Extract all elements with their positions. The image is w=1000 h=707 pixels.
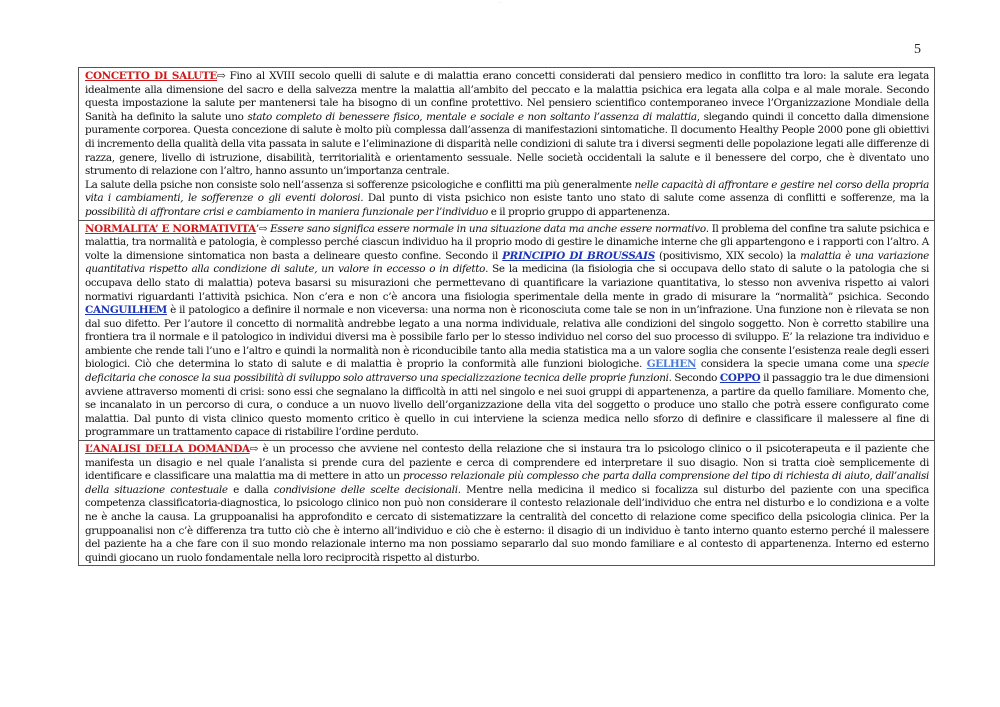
section-1-paragraph-2 — [85, 179, 929, 220]
text-run: è il patologico a definire il normale e non viceversa: una norma non è riconosciuta come tale se non in un’infrazione. Una funzione non è rilevata se non dal suo difetto. Per l’autore il concetto di normalità andrebbe legato a una norma individuale, relativa alle condizioni del singolo soggetto. Non è corretto stabilire una frontiera tra il normale e il patologico in individui diversi ma è possibile farlo per lo stesso individuo nel corso del suo processo di sviluppo. E’ la relazione tra individuo e ambiente che rende tali l’uno e l’altro e quindi la normalità non è riconducibile tanto alla media statistica ma a un valore soglia che consente l’esistenza reale degli esseri biologici. Ciò che determina lo stato di salute e di malattia è proprio la conformità alle funzioni biologiche. — [85, 304, 929, 371]
page-number: 5 — [914, 42, 921, 57]
arrow-icon: ⇨ — [258, 222, 268, 235]
section-analisi-della-domanda — [79, 440, 934, 565]
text-run: . Se la medicina (la fisiologia che si occupava dello stato di salute o la patologia che si occupava dello stato di malattia) poteva basarsi su misurazioni che permettevano di quantificare la variazione quantitativa, lo stesso non avveniva rispetto ai valori normativi riguardanti l’attività psichica. Non c’era e non c’è ancora una fisiologia sperimentale della mente in grado di misurare la “normalità” psichica. Secondo — [85, 263, 930, 303]
link-gelhen[interactable]: GELHEN — [646, 358, 697, 371]
text-run: e dalla — [227, 483, 274, 496]
text-run: considera la specie umana come una — [696, 358, 898, 371]
italic-run: dall’analisi della situazione contestuale — [85, 470, 929, 496]
text-run: Fino al XVIII secolo quelli di salute e di malattia erano concetti considerati dal pensiero medico in conflitto tra loro: la salute era legata idealmente alla dimensione del sacro e della salvezza mentre la malattia all’ambito del peccato e la malattia psichica era legata alla colpa e al male morale. Secondo questa impostazione la salute per mantenersi tale ha bisogno di un confine protettivo. Nel pensiero scientifico contemporaneo invece l’Organizzazione Mondiale della Sanità ha definito la salute uno — [85, 70, 929, 123]
title-suffix: ’ — [255, 222, 259, 235]
text-run: e il proprio gruppo di appartenenza. — [487, 205, 670, 218]
section-normalita-e-normativita — [79, 220, 934, 441]
text-run: . Il problema del confine tra salute psichica e malattia, tra normalità e patologia, è complesso perché ciascun individuo ha il proprio modo di gestire le dinamiche interne che gli appartengono e i rapporti con l’altro. A volte la dimensione sintomatica non basta a delineare questo confine. Secondo il — [85, 222, 929, 262]
text-run: , — [869, 470, 876, 483]
notes-table — [78, 67, 935, 566]
italic-run: possibilità di affrontare crisi e cambiamento in maniera funzionale per l’individuo — [85, 205, 488, 218]
text-run: . Mentre nella medicina il medico si focalizza sul disturbo del paziente con una specifica competenza classificatoria-diagnostica, lo psicologo clinico non può non considerare il contesto relazionale dell’individuo che entra nel disturbo e lo condiziona e a volte ne è anche la causa. La gruppoanalisi ha approfondito e cercato di sistematizzare la centralità del concetto di relazione come specifico della psicologia clinica. Per la gruppoanalisi non c’è differenza tra tutto ciò che è interno all’individuo e ciò che è esterno: il disagio di un individuo è tanto interno quanto esterno perché il malessere del paziente ha a che fare con il suo mondo relazionale interno ma non possiamo separarlo dal suo mondo familiare e al contesto di appartenenza. Interno ed esterno quindi giocano un ruolo fondamentale nella loro reciprocità rispetto al disturbo. — [85, 483, 930, 564]
section-1-title: CONCETTO DI SALUTE — [85, 70, 217, 82]
text-run: (positivismo, XIX secolo) la — [654, 249, 801, 262]
section-2-paragraph — [85, 223, 929, 441]
link-principio-di-broussais[interactable]: PRINCIPIO DI BROUSSAIS — [502, 249, 655, 262]
italic-run: Essere sano significa essere normale in una situazione data ma anche essere normativo — [267, 222, 706, 235]
section-2-title: NORMALITA’ E NORMATIVITA — [85, 222, 256, 235]
page-header-mark: ... — [498, 0, 502, 4]
section-3-paragraph — [85, 443, 929, 565]
italic-run: nelle capacità di affrontare e gestire nel corso della propria vita i cambiamenti, le sofferenze o gli eventi dolorosi — [85, 178, 929, 205]
section-3-title: L’ANALISI DELLA DOMANDA — [85, 443, 250, 456]
text-run: , slegando quindi il concetto dalla dimensione puramente corporea. Questa concezione di salute è molto più complessa dall’assenza di manifestazioni sintomatiche. Il documento Healthy People 2000 pone gli obiettivi di incremento della qualità della vita passata in salute e l’eliminazione di disparità nelle condizioni di salute tra i diversi segmenti delle popolazione legati alle differenze di razza, genere, livello di istruzione, disabilità, territorialità e orientamento sessuale. Nelle società occidentali la salute e il benessere del corpo, che è diventato uno strumento di relazione con l’altro, hanno assunto un’importanza centrale. — [85, 110, 929, 178]
arrow-icon: ⇨ — [217, 70, 226, 82]
link-canguilhem[interactable]: CANGUILHEM — [85, 304, 167, 317]
text-run: La salute della psiche non consiste solo nell’assenza si sofferenze psicologiche e conflitti ma più generalmente — [85, 178, 635, 191]
italic-run: specie deficitaria che conosce la sua possibilità di sviluppo solo attraverso una specializzazione tecnica delle proprie funzioni — [85, 358, 930, 385]
link-coppo[interactable]: COPPO — [719, 372, 761, 385]
text-run: il passaggio tra le due dimensioni avviene attraverso momenti di crisi: sono essi che segnalano la difficoltà in atti nel singolo e nei suoi gruppi di appartenenza, a partire da quello familiare. Momento che, se incanalato in un percorso di cura, o conduce a un nuovo livello dell’organizzazione della vita del soggetto o produce uno stallo che potrà essere configurato come malattia. Dal punto di vista clinico questo momento critico è quello in cui interviene la scienza medica nello sforzo di definire e classificare il malessere al fine di programmare un trattamento capace di ristabilire l’ordine perduto. — [85, 372, 929, 439]
text-run: . Dal punto di vista psichico non esiste tanto uno stato di salute come assenza di conflitti e sofferenze, ma la — [360, 192, 929, 205]
text-run: è un processo che avviene nel contesto della relazione che si instaura tra lo psicologo clinico o il psicoterapeuta e il paziente che manifesta un disagio e nel quale l’analista si prende cura del paziente e cerca di comprendere ed interpretare il suo disagio. Non si tratta cioè semplicemente di identificare e classificare una malattia ma di mettere in atto un — [85, 443, 929, 483]
italic-run: condivisione delle scelte decisionali — [273, 483, 458, 496]
italic-run: processo relazionale più complesso che parta dalla comprensione del tipo di richiesta di aiuto — [402, 470, 870, 483]
section-1-paragraph-1 — [85, 70, 929, 179]
italic-run: malattia è una variazione quantitativa rispetto alla condizione di salute, un valore in eccesso o in difetto — [85, 249, 929, 276]
section-concetto-di-salute — [79, 68, 934, 220]
italic-run: stato completo di benessere fisico, mentale e sociale e non soltanto l’assenza di malattia — [247, 110, 697, 123]
arrow-icon: ⇨ — [249, 443, 259, 456]
text-run: . Secondo — [668, 372, 720, 385]
